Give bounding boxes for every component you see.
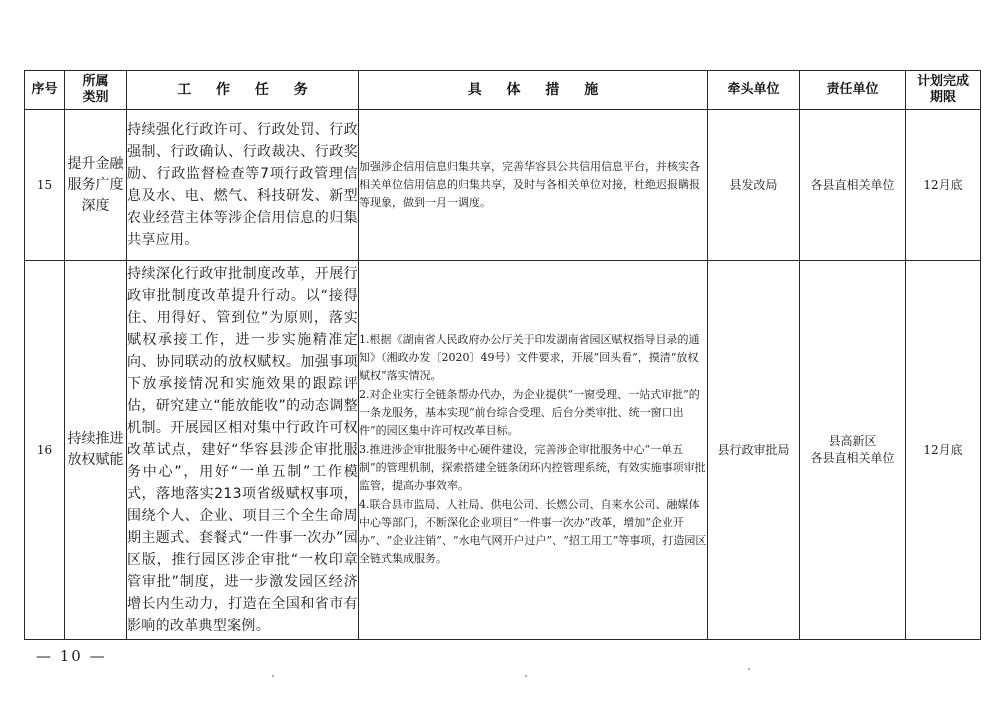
- scan-speck: [272, 675, 274, 677]
- measure-item: 3.推进涉企审批服务中心硬件建设，完善涉企审批服务中心“一单五制”的管理机制，探索搭建全链条闭环内控管理系统，有效实施事项审批监管，提高办事效率。: [359, 443, 706, 492]
- measure-item: 加强涉企信用信息归集共享，完善华容县公共信用信息平台，并核实各相关单位信用信息的归集共享，及时与各相关单位对接，杜绝迟报瞒报等现象，做到一月一调度。: [359, 159, 700, 209]
- row-number: 15: [25, 110, 65, 261]
- row-measures: [359, 110, 708, 261]
- row-measures: [359, 261, 708, 640]
- header-measures: 具 体 措 施: [359, 71, 708, 110]
- resp-unit-line: 县高新区: [828, 434, 877, 448]
- header-lead-unit: 牵头单位: [708, 71, 800, 110]
- measure-item: 4.联合县市监局、人社局、供电公司、长燃公司、自来水公司、融媒体中心等部门，不断深化企业项目“一件事一次办”改革，增加“企业开办”、“企业注销”、“水电气网开户过户”、“招工用工”等事项，打造园区全链式集成服务。: [359, 498, 707, 565]
- row-resp-unit: [800, 261, 906, 640]
- measure-item: 2.对企业实行全链条帮办代办，为企业提供“一窗受理、一站式审批”的一条龙服务，基本实现“前台综合受理、后台分类审批、统一窗口出件”的园区集中许可权改革目标。: [359, 388, 700, 437]
- row-deadline: 12月底: [906, 261, 981, 640]
- row-deadline: 12月底: [906, 110, 981, 261]
- measure-item: 1.根据《湖南省人民政府办公厅关于印发湖南省园区赋权指导目录的通知》（湘政办发〔2020〕49号）文件要求，开展“回头看”，摸清“放权赋权”落实情况。: [359, 333, 700, 382]
- scan-speck: [748, 668, 750, 670]
- resp-unit-line: 各县直相关单位: [810, 451, 895, 465]
- row-task: 持续强化行政许可、行政处罚、行政强制、行政确认、行政裁决、行政奖励、行政监督检查等7项行政管理信息及水、电、燃气、科技研发、新型农业经营主体等涉企信用信息的归集共享应用。: [127, 110, 359, 261]
- task-table: [24, 70, 981, 640]
- row-number: 16: [25, 261, 65, 640]
- table-row: [25, 110, 981, 261]
- row-lead-unit: 县行政审批局: [708, 261, 800, 640]
- header-task: 工 作 任 务: [127, 71, 359, 110]
- header-seq: 序号: [25, 71, 65, 110]
- scan-speck: [525, 675, 527, 677]
- row-category: 提升金融服务广度深度: [65, 110, 127, 261]
- row-task: 持续深化行政审批制度改革，开展行政审批制度改革提升行动。以“接得住、用得好、管到位”为原则，落实赋权承接工作，进一步实施精准定向、协同联动的放权赋权。加强事项下放承接情况和实施效果的跟踪评估，研究建立“能放能收”的动态调整机制。开展园区相对集中行政许可权改革试点，建好“华容县涉企审批服务中心”，用好“一单五制”工作模式，落地落实213项省级赋权事项，围绕个人、企业、项目三个全生命周期主题式、套餐式“一件事一次办”园区版，推行园区涉企审批“一枚印章管审批”制度，进一步激发园区经济增长内生动力，打造在全国和省市有影响的改革典型案例。: [127, 261, 359, 640]
- page-number: — 10 —: [36, 647, 107, 665]
- row-category: 持续推进放权赋能: [65, 261, 127, 640]
- header-category: 所属类别: [65, 71, 127, 110]
- row-lead-unit: 县发改局: [708, 110, 800, 261]
- row-resp-unit: 各县直相关单位: [800, 110, 906, 261]
- header-deadline: 计划完成期限: [906, 71, 981, 110]
- header-resp-unit: 责任单位: [800, 71, 906, 110]
- table-row: [25, 261, 981, 640]
- table-header-row: [25, 71, 981, 110]
